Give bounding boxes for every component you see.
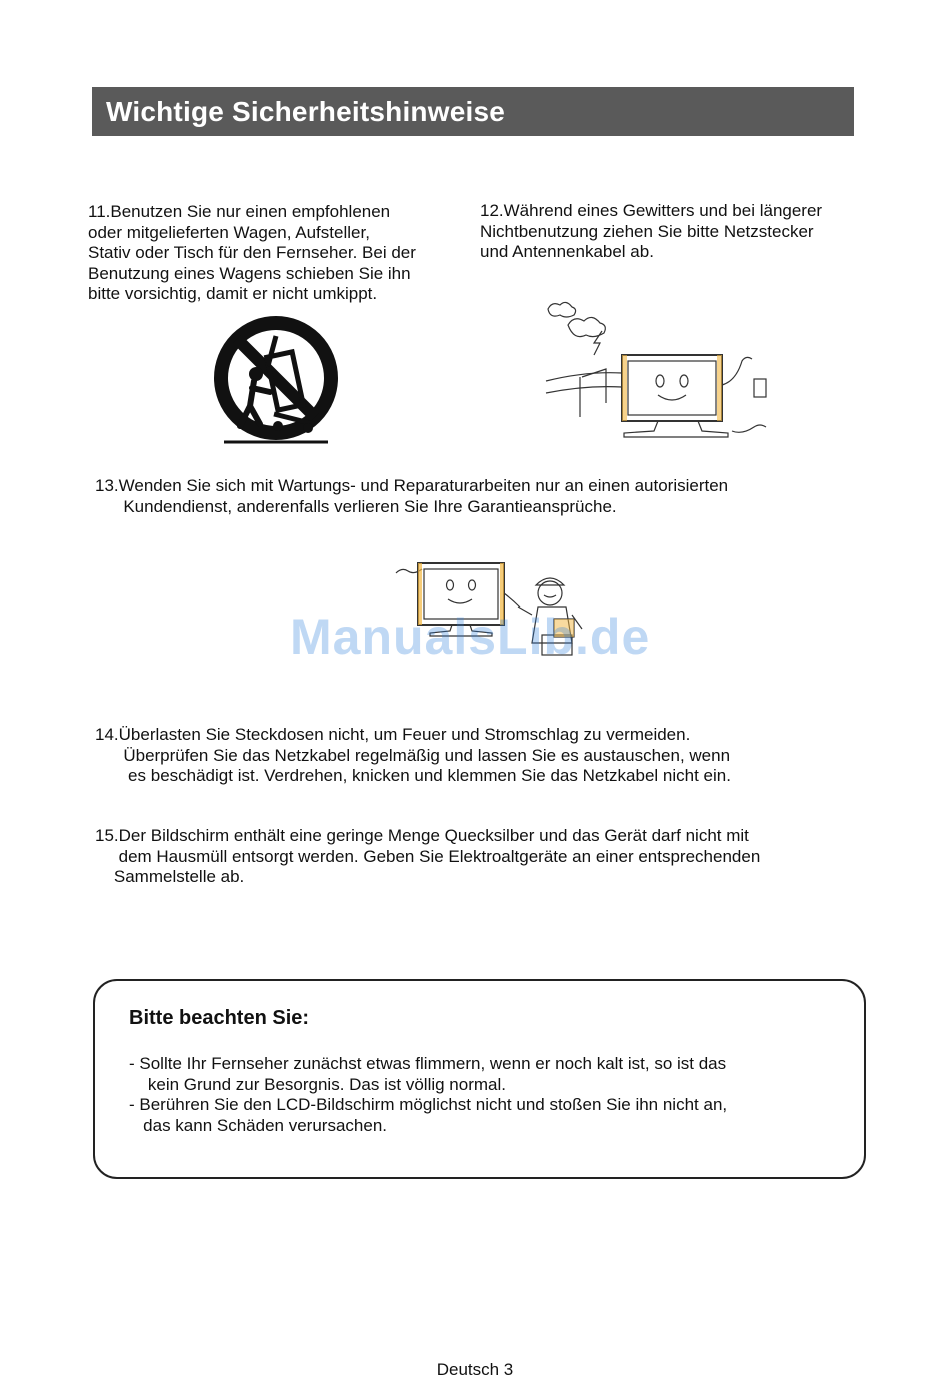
safety-item-14 xyxy=(95,725,731,787)
note-text xyxy=(129,1054,727,1136)
text-line: Sammelstelle ab. xyxy=(95,867,245,886)
text-line: Benutzung eines Wagens schieben Sie ihn xyxy=(88,263,411,283)
text-line: dem Hausmüll entsorgt werden. Geben Sie Elektroaltgeräte an einer entsprechenden xyxy=(95,846,761,866)
safety-item-13 xyxy=(95,476,728,517)
text-line: Kundendienst, anderenfalls verlieren Sie Ihre Garantieansprüche. xyxy=(95,496,617,516)
note-line: das kann Schäden verursachen. xyxy=(129,1115,387,1135)
text-line: 11.Benutzen Sie nur einen empfohlenen xyxy=(88,202,391,221)
text-line: Überprüfen Sie das Netzkabel regelmäßig und lassen Sie es austauschen, wenn xyxy=(95,745,731,765)
storm-unplug-illustration xyxy=(542,295,782,445)
safety-item-11 xyxy=(88,202,416,305)
page-number: Deutsch 3 xyxy=(436,1360,514,1379)
safety-item-12 xyxy=(480,201,822,263)
text-line: 12.Während eines Gewitters und bei längerer xyxy=(480,201,823,220)
note-box xyxy=(93,979,866,1179)
note-line: - Sollte Ihr Fernseher zunächst etwas flimmern, wenn er noch kalt ist, so ist das xyxy=(129,1054,727,1073)
watermark: ManualsLib.de xyxy=(290,609,651,665)
text-line: oder mitgelieferten Wagen, Aufsteller, xyxy=(88,222,370,242)
page-title: Wichtige Sicherheitshinweise xyxy=(106,96,506,127)
text-line: bitte vorsichtig, damit er nicht umkippt. xyxy=(88,284,378,303)
note-title: Bitte beachten Sie: xyxy=(129,1007,310,1029)
text-line: 13.Wenden Sie sich mit Wartungs- und Reparaturarbeiten nur an einen autorisierten xyxy=(95,476,729,495)
note-line: - Berühren Sie den LCD-Bildschirm möglichst nicht und stoßen Sie ihn nicht an, xyxy=(129,1095,728,1114)
text-line: es beschädigt ist. Verdrehen, knicken und klemmen Sie das Netzkabel nicht ein. xyxy=(95,766,731,785)
text-line: Nichtbenutzung ziehen Sie bitte Netzstecker xyxy=(480,221,814,241)
cart-warning-icon xyxy=(210,314,342,448)
text-line: 14.Überlasten Sie Steckdosen nicht, um Feuer und Stromschlag zu vermeiden. xyxy=(95,725,691,744)
note-line: kein Grund zur Besorgnis. Das ist völlig normal. xyxy=(129,1074,506,1094)
text-line: und Antennenkabel ab. xyxy=(480,242,654,261)
safety-item-15 xyxy=(95,826,760,888)
text-line: 15.Der Bildschirm enthält eine geringe Menge Quecksilber und das Gerät darf nicht mit xyxy=(95,826,749,845)
text-line: Stativ oder Tisch für den Fernseher. Bei der xyxy=(88,243,416,262)
section-header xyxy=(92,87,854,136)
